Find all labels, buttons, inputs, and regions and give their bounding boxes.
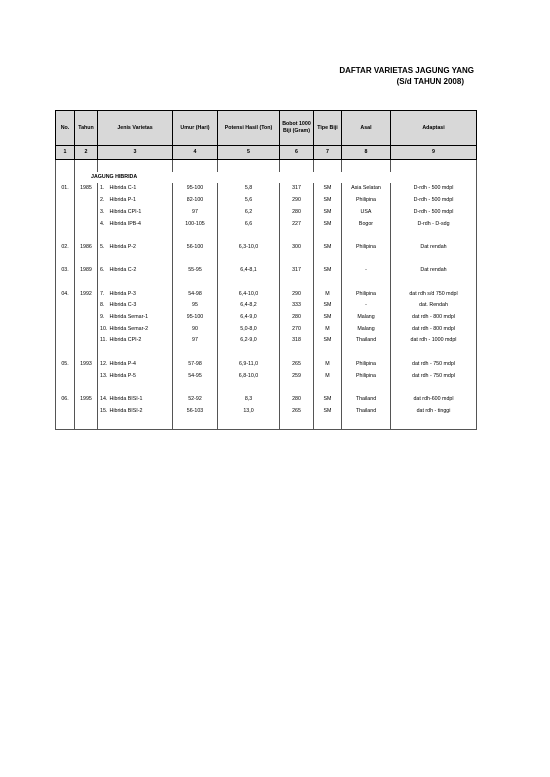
cell-adaptasi: dat. Rendah bbox=[391, 300, 477, 312]
column-number-row bbox=[56, 146, 477, 160]
section-row bbox=[56, 172, 477, 184]
empty-cell bbox=[342, 230, 391, 242]
empty-cell bbox=[98, 230, 108, 242]
empty-cell bbox=[218, 160, 280, 172]
cell-bobot: 280 bbox=[280, 394, 314, 406]
table-row bbox=[56, 242, 477, 254]
cell-bobot: 265 bbox=[280, 359, 314, 371]
empty-cell bbox=[218, 347, 280, 359]
cell-umur: 95-100 bbox=[173, 312, 218, 324]
cell-adaptasi: dat rdh-600 mdpl bbox=[391, 394, 477, 406]
column-number: 1 bbox=[56, 146, 75, 160]
header-jenis-varietas: Jenis Varietas bbox=[98, 111, 173, 146]
empty-cell bbox=[56, 406, 75, 418]
empty-cell bbox=[108, 382, 173, 394]
cell-jenis: Hibrida P-5 bbox=[108, 371, 173, 383]
empty-cell bbox=[75, 207, 98, 219]
empty-cell bbox=[342, 382, 391, 394]
cell-tipe: SM bbox=[314, 207, 342, 219]
cell-no: 06. bbox=[56, 394, 75, 406]
cell-index: 15. bbox=[98, 406, 108, 418]
cell-bobot: 227 bbox=[280, 219, 314, 231]
table-row bbox=[56, 371, 477, 383]
empty-cell bbox=[218, 277, 280, 289]
spacer-row bbox=[56, 417, 477, 429]
header-tahun: Tahun bbox=[75, 111, 98, 146]
empty-cell bbox=[75, 312, 98, 324]
empty-cell bbox=[75, 382, 98, 394]
cell-asal: Philipina bbox=[342, 289, 391, 301]
empty-cell bbox=[108, 230, 173, 242]
empty-cell bbox=[173, 347, 218, 359]
empty-cell bbox=[218, 254, 280, 266]
cell-adaptasi: D-rdh - D-sdg bbox=[391, 219, 477, 231]
column-number: 6 bbox=[280, 146, 314, 160]
empty-cell bbox=[98, 254, 108, 266]
empty-cell bbox=[75, 195, 98, 207]
cell-jenis: Hibrida Semar-1 bbox=[108, 312, 173, 324]
empty-cell bbox=[98, 417, 108, 429]
cell-potensi: 6,4-10,0 bbox=[218, 289, 280, 301]
empty-cell bbox=[218, 382, 280, 394]
header-no: No. bbox=[56, 111, 75, 146]
empty-cell bbox=[75, 219, 98, 231]
cell-index: 12. bbox=[98, 359, 108, 371]
cell-jenis: Hibrida P-4 bbox=[108, 359, 173, 371]
cell-asal: - bbox=[342, 265, 391, 277]
empty-cell bbox=[108, 347, 173, 359]
cell-adaptasi: Dat rendah bbox=[391, 242, 477, 254]
empty-cell bbox=[56, 312, 75, 324]
empty-cell bbox=[391, 160, 477, 172]
cell-jenis: Hibrida BISI-1 bbox=[108, 394, 173, 406]
empty-cell bbox=[56, 277, 75, 289]
cell-index: 7. bbox=[98, 289, 108, 301]
cell-tahun: 1989 bbox=[75, 265, 98, 277]
empty-cell bbox=[56, 335, 75, 347]
cell-index: 5. bbox=[98, 242, 108, 254]
empty-cell bbox=[391, 382, 477, 394]
empty-cell bbox=[314, 230, 342, 242]
spacer-row bbox=[56, 230, 477, 242]
table-row bbox=[56, 219, 477, 231]
spacer-row bbox=[56, 277, 477, 289]
empty-cell bbox=[56, 207, 75, 219]
empty-cell bbox=[314, 277, 342, 289]
cell-bobot: 317 bbox=[280, 265, 314, 277]
cell-potensi: 6,2 bbox=[218, 207, 280, 219]
cell-no: 05. bbox=[56, 359, 75, 371]
cell-adaptasi: dat rdh s/d 750 mdpl bbox=[391, 289, 477, 301]
cell-jenis: Hibrida P-2 bbox=[108, 242, 173, 254]
header-adaptasi: Adaptasi bbox=[391, 111, 477, 146]
cell-tipe: SM bbox=[314, 300, 342, 312]
cell-umur: 95 bbox=[173, 300, 218, 312]
empty-cell bbox=[173, 254, 218, 266]
spacer-row bbox=[56, 254, 477, 266]
cell-umur: 82-100 bbox=[173, 195, 218, 207]
table-row bbox=[56, 312, 477, 324]
empty-cell bbox=[342, 277, 391, 289]
cell-no: 03. bbox=[56, 265, 75, 277]
cell-adaptasi: D-rdh - 500 mdpl bbox=[391, 183, 477, 195]
cell-bobot: 280 bbox=[280, 312, 314, 324]
empty-cell bbox=[314, 347, 342, 359]
empty-cell bbox=[280, 254, 314, 266]
cell-jenis: Hibrida CPI-1 bbox=[108, 207, 173, 219]
empty-cell bbox=[75, 406, 98, 418]
cell-bobot: 333 bbox=[280, 300, 314, 312]
empty-cell bbox=[173, 277, 218, 289]
spacer-row bbox=[56, 382, 477, 394]
cell-tipe: SM bbox=[314, 394, 342, 406]
empty-cell bbox=[173, 417, 218, 429]
cell-asal: Philipina bbox=[342, 195, 391, 207]
table-row bbox=[56, 207, 477, 219]
section-label: JAGUNG HIBRIDA bbox=[75, 172, 477, 184]
empty-cell bbox=[280, 277, 314, 289]
cell-bobot: 259 bbox=[280, 371, 314, 383]
cell-tipe: SM bbox=[314, 406, 342, 418]
empty-cell bbox=[56, 371, 75, 383]
cell-potensi: 6,4-8,2 bbox=[218, 300, 280, 312]
cell-adaptasi: dat rdh - 750 mdpl bbox=[391, 359, 477, 371]
cell-asal: Asia Selatan bbox=[342, 183, 391, 195]
empty-cell bbox=[75, 335, 98, 347]
empty-cell bbox=[173, 382, 218, 394]
cell-jenis: Hibrida P-3 bbox=[108, 289, 173, 301]
cell-asal: Thailand bbox=[342, 406, 391, 418]
empty-cell bbox=[75, 347, 98, 359]
cell-bobot: 318 bbox=[280, 335, 314, 347]
empty-cell bbox=[218, 230, 280, 242]
table-row bbox=[56, 195, 477, 207]
cell-tipe: SM bbox=[314, 195, 342, 207]
cell-asal: Thailand bbox=[342, 335, 391, 347]
empty-cell bbox=[173, 160, 218, 172]
cell-jenis: Hibrida P-1 bbox=[108, 195, 173, 207]
empty-cell bbox=[391, 347, 477, 359]
cell-potensi: 13,0 bbox=[218, 406, 280, 418]
cell-asal: Bogor bbox=[342, 219, 391, 231]
cell-asal: - bbox=[342, 300, 391, 312]
cell-potensi: 6,8-10,0 bbox=[218, 371, 280, 383]
empty-cell bbox=[108, 160, 173, 172]
cell-index: 10. bbox=[98, 324, 108, 336]
cell-jenis: Hibrida CPI-2 bbox=[108, 335, 173, 347]
empty-cell bbox=[56, 160, 75, 172]
empty-cell bbox=[75, 371, 98, 383]
empty-cell bbox=[342, 160, 391, 172]
cell-tahun: 1993 bbox=[75, 359, 98, 371]
empty-cell bbox=[314, 417, 342, 429]
empty-cell bbox=[391, 230, 477, 242]
cell-asal: Malang bbox=[342, 312, 391, 324]
empty-cell bbox=[75, 254, 98, 266]
cell-umur: 54-95 bbox=[173, 371, 218, 383]
cell-tahun: 1992 bbox=[75, 289, 98, 301]
cell-bobot: 300 bbox=[280, 242, 314, 254]
cell-tipe: SM bbox=[314, 312, 342, 324]
cell-umur: 56-103 bbox=[173, 406, 218, 418]
empty-cell bbox=[108, 277, 173, 289]
empty-cell bbox=[108, 254, 173, 266]
cell-bobot: 280 bbox=[280, 207, 314, 219]
cell-potensi: 5,8 bbox=[218, 183, 280, 195]
cell-umur: 97 bbox=[173, 335, 218, 347]
cell-no: 02. bbox=[56, 242, 75, 254]
table-row bbox=[56, 394, 477, 406]
empty-cell bbox=[391, 417, 477, 429]
cell-tipe: M bbox=[314, 324, 342, 336]
cell-index: 3. bbox=[98, 207, 108, 219]
table-row bbox=[56, 406, 477, 418]
cell-adaptasi: D-rdh - 500 mdpl bbox=[391, 207, 477, 219]
cell-index: 8. bbox=[98, 300, 108, 312]
spacer-row bbox=[56, 160, 477, 172]
column-number: 8 bbox=[342, 146, 391, 160]
varieties-table bbox=[55, 110, 477, 430]
cell-jenis: Hibrida C-2 bbox=[108, 265, 173, 277]
document-subtitle: (S/d TAHUN 2008) bbox=[396, 77, 464, 86]
cell-index: 13. bbox=[98, 371, 108, 383]
cell-umur: 56-100 bbox=[173, 242, 218, 254]
cell-adaptasi: Dat rendah bbox=[391, 265, 477, 277]
cell-tipe: M bbox=[314, 371, 342, 383]
empty-cell bbox=[56, 382, 75, 394]
column-number: 4 bbox=[173, 146, 218, 160]
cell-tipe: SM bbox=[314, 242, 342, 254]
empty-cell bbox=[56, 254, 75, 266]
cell-no: 04. bbox=[56, 289, 75, 301]
cell-tahun: 1985 bbox=[75, 183, 98, 195]
cell-index: 2. bbox=[98, 195, 108, 207]
empty-cell bbox=[314, 160, 342, 172]
empty-cell bbox=[75, 230, 98, 242]
cell-umur: 55-95 bbox=[173, 265, 218, 277]
column-number: 7 bbox=[314, 146, 342, 160]
table-row bbox=[56, 265, 477, 277]
empty-cell bbox=[75, 417, 98, 429]
empty-cell bbox=[314, 254, 342, 266]
cell-potensi: 6,4-8,1 bbox=[218, 265, 280, 277]
empty-cell bbox=[218, 417, 280, 429]
cell-index: 14. bbox=[98, 394, 108, 406]
header-tipe-biji: Tipe Biji bbox=[314, 111, 342, 146]
cell-bobot: 317 bbox=[280, 183, 314, 195]
empty-cell bbox=[280, 382, 314, 394]
empty-cell bbox=[75, 277, 98, 289]
empty-cell bbox=[98, 277, 108, 289]
cell-adaptasi: dat rdh - 800 mdpl bbox=[391, 312, 477, 324]
cell-jenis: Hibrida C-1 bbox=[108, 183, 173, 195]
cell-asal: Philipina bbox=[342, 242, 391, 254]
spacer-row bbox=[56, 347, 477, 359]
empty-cell bbox=[391, 254, 477, 266]
empty-cell bbox=[56, 230, 75, 242]
cell-asal: Philipina bbox=[342, 371, 391, 383]
cell-index: 11. bbox=[98, 335, 108, 347]
table-row bbox=[56, 300, 477, 312]
empty-cell bbox=[173, 230, 218, 242]
cell-potensi: 6,9-11,0 bbox=[218, 359, 280, 371]
cell-asal: Thailand bbox=[342, 394, 391, 406]
cell-tipe: SM bbox=[314, 335, 342, 347]
empty-cell bbox=[75, 300, 98, 312]
cell-potensi: 6,3-10,0 bbox=[218, 242, 280, 254]
header-bobot: Bobot 1000 Biji (Gram) bbox=[280, 111, 314, 146]
table-row bbox=[56, 335, 477, 347]
cell-asal: Philipina bbox=[342, 359, 391, 371]
cell-bobot: 265 bbox=[280, 406, 314, 418]
cell-jenis: Hibrida C-3 bbox=[108, 300, 173, 312]
cell-index: 6. bbox=[98, 265, 108, 277]
column-number: 3 bbox=[98, 146, 173, 160]
empty-cell bbox=[280, 417, 314, 429]
cell-potensi: 6,6 bbox=[218, 219, 280, 231]
cell-jenis: Hibrida BISI-2 bbox=[108, 406, 173, 418]
table-header-row bbox=[56, 111, 477, 146]
cell-potensi: 5,0-8,0 bbox=[218, 324, 280, 336]
cell-potensi: 5,6 bbox=[218, 195, 280, 207]
cell-umur: 95-100 bbox=[173, 183, 218, 195]
cell-adaptasi: dat rdh - 1000 mdpl bbox=[391, 335, 477, 347]
empty-cell bbox=[56, 324, 75, 336]
empty-cell bbox=[280, 347, 314, 359]
cell-umur: 54-98 bbox=[173, 289, 218, 301]
empty-cell bbox=[342, 417, 391, 429]
cell-umur: 90 bbox=[173, 324, 218, 336]
header-asal: Asal bbox=[342, 111, 391, 146]
cell-bobot: 290 bbox=[280, 195, 314, 207]
empty-cell bbox=[75, 324, 98, 336]
cell-asal: USA bbox=[342, 207, 391, 219]
empty-cell bbox=[56, 347, 75, 359]
cell-adaptasi: dat rdh - 800 mdpl bbox=[391, 324, 477, 336]
empty-cell bbox=[280, 160, 314, 172]
empty-cell bbox=[280, 230, 314, 242]
cell-tipe: SM bbox=[314, 265, 342, 277]
cell-umur: 97 bbox=[173, 207, 218, 219]
cell-adaptasi: D-rdh - 500 mdpl bbox=[391, 195, 477, 207]
empty-cell bbox=[56, 195, 75, 207]
table-row bbox=[56, 183, 477, 195]
table-body bbox=[56, 160, 477, 430]
table-row bbox=[56, 324, 477, 336]
empty-cell bbox=[56, 219, 75, 231]
cell-adaptasi: dat rdh - tinggi bbox=[391, 406, 477, 418]
column-number: 5 bbox=[218, 146, 280, 160]
table-row bbox=[56, 359, 477, 371]
empty-cell bbox=[56, 300, 75, 312]
cell-potensi: 6,4-9,0 bbox=[218, 312, 280, 324]
cell-umur: 100-105 bbox=[173, 219, 218, 231]
empty-cell bbox=[98, 382, 108, 394]
cell-potensi: 6,2-9,0 bbox=[218, 335, 280, 347]
cell-index: 4. bbox=[98, 219, 108, 231]
cell-tipe: SM bbox=[314, 219, 342, 231]
column-number: 2 bbox=[75, 146, 98, 160]
cell-umur: 57-98 bbox=[173, 359, 218, 371]
header-potensi-hasil: Potensi Hasil (Ton) bbox=[218, 111, 280, 146]
empty-cell bbox=[98, 347, 108, 359]
empty-cell bbox=[56, 172, 75, 184]
cell-jenis: Hibrida IPB-4 bbox=[108, 219, 173, 231]
empty-cell bbox=[342, 347, 391, 359]
cell-index: 1. bbox=[98, 183, 108, 195]
document-title: DAFTAR VARIETAS JAGUNG YANG bbox=[339, 66, 474, 75]
empty-cell bbox=[108, 417, 173, 429]
cell-potensi: 8,3 bbox=[218, 394, 280, 406]
cell-tipe: M bbox=[314, 289, 342, 301]
cell-bobot: 270 bbox=[280, 324, 314, 336]
column-number: 9 bbox=[391, 146, 477, 160]
header-umur: Umur (Hari) bbox=[173, 111, 218, 146]
cell-asal: Malang bbox=[342, 324, 391, 336]
empty-cell bbox=[391, 277, 477, 289]
cell-tipe: M bbox=[314, 359, 342, 371]
cell-adaptasi: dat rdh - 750 mdpl bbox=[391, 371, 477, 383]
cell-tahun: 1986 bbox=[75, 242, 98, 254]
empty-cell bbox=[98, 160, 108, 172]
cell-umur: 52-92 bbox=[173, 394, 218, 406]
cell-no: 01. bbox=[56, 183, 75, 195]
table-row bbox=[56, 289, 477, 301]
empty-cell bbox=[314, 382, 342, 394]
empty-cell bbox=[75, 160, 98, 172]
cell-jenis: Hibrida Semar-2 bbox=[108, 324, 173, 336]
cell-bobot: 290 bbox=[280, 289, 314, 301]
cell-index: 9. bbox=[98, 312, 108, 324]
cell-tahun: 1995 bbox=[75, 394, 98, 406]
empty-cell bbox=[342, 254, 391, 266]
cell-tipe: SM bbox=[314, 183, 342, 195]
empty-cell bbox=[56, 417, 75, 429]
